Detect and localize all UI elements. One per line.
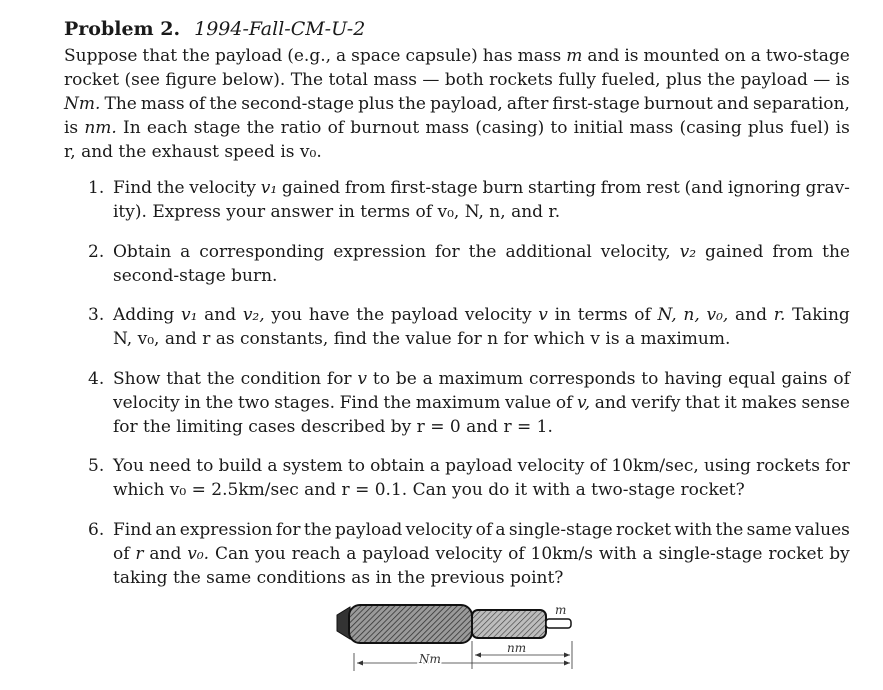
text-span: r. (773, 305, 786, 325)
text-span: value (505, 393, 552, 413)
text-line (113, 303, 850, 327)
item-number: 6. (88, 520, 105, 540)
text-span: Find (113, 520, 153, 540)
text-span: ity). Express your answer in terms of v₀, N, n, and r. (113, 202, 561, 222)
text-span: v₂ (679, 242, 697, 262)
text-span: have (308, 305, 350, 325)
text-span: a (180, 242, 191, 262)
text-span: the (303, 520, 332, 540)
item-text (113, 303, 850, 351)
list-item-3 (88, 303, 850, 351)
text-span: ratio (280, 118, 322, 138)
text-span: taking the same conditions as in the previous point? (113, 568, 564, 588)
list-item-6 (88, 518, 850, 590)
text-line (113, 264, 850, 288)
text-span: r, and the exhaust speed is v₀. (64, 142, 322, 162)
text-span: that (166, 369, 201, 389)
text-line (113, 327, 850, 351)
text-span: by (829, 544, 850, 564)
text-span: a (642, 544, 653, 564)
text-span: gained (281, 178, 341, 198)
text-span: on (724, 46, 746, 66)
text-span: fueled, (601, 70, 661, 90)
text-span: of (113, 544, 130, 564)
item-text (113, 518, 850, 590)
text-span: grav- (805, 178, 850, 198)
text-span: a (336, 46, 347, 66)
text-span: (e.g., (287, 46, 332, 66)
text-span: from (344, 178, 386, 198)
text-span: and (149, 544, 182, 564)
text-span: mass (425, 118, 470, 138)
text-span: values (794, 520, 850, 540)
text-span: from (600, 178, 642, 198)
text-span: total (328, 70, 368, 90)
text-span: that (685, 393, 720, 413)
list-item-4 (88, 367, 850, 439)
text-span: v₀. (187, 544, 210, 564)
text-span: 10km/s (530, 544, 594, 564)
text-span: N, (657, 305, 677, 325)
text-span: and (204, 305, 237, 325)
text-span: each (146, 118, 188, 138)
text-span: the (822, 242, 850, 262)
text-span: first-stage (390, 178, 478, 198)
text-span: m (566, 46, 583, 66)
text-span: plus (358, 94, 395, 114)
text-span: a (429, 456, 440, 476)
text-span: separation, (752, 94, 850, 114)
text-span: The (104, 94, 137, 114)
text-span: is (64, 118, 79, 138)
text-span: to (372, 369, 390, 389)
text-span: stages. (274, 393, 335, 413)
text-span: to (347, 456, 365, 476)
payload-label: m (555, 603, 567, 617)
text-span: (and (684, 178, 724, 198)
text-span: the (715, 520, 744, 540)
text-span: same (746, 520, 792, 540)
text-line (64, 140, 850, 164)
text-span: v (357, 369, 368, 389)
text-span: is (624, 46, 639, 66)
text-span: you (271, 305, 303, 325)
text-span: a (495, 520, 506, 540)
text-span: a (422, 369, 433, 389)
text-span: the (356, 305, 385, 325)
text-span: Suppose (64, 46, 138, 66)
text-span: a (267, 456, 278, 476)
text-span: mass (629, 118, 674, 138)
text-span: burnout (350, 118, 420, 138)
text-span: has (482, 46, 513, 66)
text-span: rest (646, 178, 680, 198)
text-span: for (825, 456, 850, 476)
text-span: maximum (415, 393, 501, 413)
text-span: a (346, 544, 357, 564)
text-span: rocket (64, 70, 120, 90)
text-span: payload (390, 305, 459, 325)
text-span: verify (631, 393, 681, 413)
item-number: 3. (88, 305, 105, 325)
text-span: velocity (189, 178, 257, 198)
text-line (64, 44, 850, 68)
text-span: gains (781, 369, 828, 389)
text-span: is (835, 70, 850, 90)
item-number: 4. (88, 369, 105, 389)
text-span: burnout (643, 94, 713, 114)
text-span: In (123, 118, 141, 138)
text-span: condition (240, 369, 322, 389)
text-span: velocity (517, 456, 585, 476)
item-text (113, 240, 850, 288)
text-span: the (206, 369, 235, 389)
item-number: 5. (88, 456, 105, 476)
text-span: of (188, 94, 206, 114)
text-span: that (142, 46, 178, 66)
item-number: 2. (88, 242, 105, 262)
label-Nm: Nm (419, 652, 441, 666)
text-span: burn (482, 178, 524, 198)
text-span: Adding (113, 305, 175, 325)
list-item-5 (88, 454, 850, 502)
problem-id: 1994-Fall-CM-U-2 (194, 18, 366, 40)
text-span: is (835, 118, 850, 138)
problem-heading (64, 17, 365, 41)
text-span: capsule) (405, 46, 478, 66)
text-span: and (716, 94, 749, 114)
text-span: expression (179, 520, 273, 540)
list-item-1 (88, 176, 850, 224)
text-span: for (435, 242, 460, 262)
text-span: which v₀ = 2.5km/sec and r = 0.1. Can you do it with a two-stage rocket? (113, 480, 745, 500)
text-span: system (282, 456, 343, 476)
text-span: after (506, 94, 549, 114)
text-span: in (554, 305, 571, 325)
text-span: Can (214, 544, 250, 564)
text-span: and (587, 46, 620, 66)
text-span: rockets (489, 70, 553, 90)
text-span: of (555, 393, 573, 413)
text-span: maximum (438, 369, 524, 389)
text-span: Find (113, 178, 153, 198)
text-span: starting (528, 178, 596, 198)
text-span: plus (665, 70, 702, 90)
text-span: payload (214, 46, 283, 66)
item-text (113, 454, 850, 502)
second-stage-body (472, 610, 546, 638)
text-span: velocity (464, 305, 532, 325)
text-span: of (508, 544, 525, 564)
text-span: velocity (405, 520, 473, 540)
text-span: from (772, 242, 814, 262)
text-span: the (246, 118, 275, 138)
text-span: to (550, 118, 568, 138)
item-text (113, 176, 850, 224)
text-span: need (149, 456, 192, 476)
text-span: reach (291, 544, 341, 564)
text-span: You (113, 456, 144, 476)
text-span: n, (683, 305, 700, 325)
text-span: to (196, 456, 214, 476)
text-span: the (209, 94, 238, 114)
text-span: build (218, 456, 263, 476)
text-span: having (664, 369, 723, 389)
problem-statement (64, 44, 850, 164)
text-span: fully (558, 70, 597, 90)
text-span: velocity (435, 544, 503, 564)
text-span: Nm. (64, 94, 101, 114)
text-span: of (833, 369, 850, 389)
text-span: two (237, 393, 270, 413)
text-span: figure (165, 70, 217, 90)
text-span: — (813, 70, 831, 90)
text-span: for (275, 520, 301, 540)
text-span: expression (333, 242, 427, 262)
text-line (64, 116, 850, 140)
text-span: additional (505, 242, 592, 262)
text-span: rocket (768, 544, 824, 564)
text-span: the (182, 46, 210, 66)
text-line (113, 566, 850, 590)
text-span: an (155, 520, 177, 540)
text-span: nm. (84, 118, 117, 138)
text-span: both (444, 70, 484, 90)
text-span: mounted (643, 46, 720, 66)
text-span: the (156, 178, 185, 198)
text-span: mass (373, 70, 418, 90)
text-line (113, 240, 850, 264)
text-span: corresponds (528, 369, 636, 389)
text-span: of (634, 305, 651, 325)
text-line (113, 478, 850, 502)
text-span: below). (222, 70, 286, 90)
text-span: single-stage (658, 544, 763, 564)
list-item-2 (88, 240, 850, 288)
text-span: it (724, 393, 737, 413)
item-text (113, 367, 850, 439)
text-line (113, 415, 850, 439)
text-span: velocity (113, 393, 180, 413)
text-span: Show (113, 369, 161, 389)
item-number: 1. (88, 178, 105, 198)
text-span: 10km/sec, (611, 456, 699, 476)
text-span: second-stage (241, 94, 354, 114)
first-stage-body (349, 605, 472, 643)
rocket-figure (335, 603, 580, 679)
text-span: a (750, 46, 761, 66)
text-span: (casing (679, 118, 742, 138)
text-span: of (475, 520, 493, 540)
text-line (113, 518, 850, 542)
text-span: single-stage (508, 520, 613, 540)
text-span: rocket (616, 520, 672, 540)
problem-label: Problem 2. (64, 18, 181, 40)
text-span: first-stage (552, 94, 640, 114)
text-line (64, 92, 850, 116)
text-span: (casing) (475, 118, 545, 138)
text-span: you (254, 544, 286, 564)
text-span: payload (334, 520, 403, 540)
text-span: of (327, 118, 345, 138)
text-span: in (184, 393, 201, 413)
text-span: rockets (756, 456, 820, 476)
text-span: space (351, 46, 401, 66)
text-span: payload (445, 456, 513, 476)
text-span: be (395, 369, 417, 389)
text-span: stage (193, 118, 241, 138)
text-span: mass (517, 46, 562, 66)
payload-shape (546, 619, 571, 628)
text-span: two-stage (765, 46, 850, 66)
text-span: (see (124, 70, 160, 90)
text-span: v (538, 305, 548, 325)
text-span: ignoring (727, 178, 801, 198)
text-span: the (468, 242, 497, 262)
text-span: to (641, 369, 659, 389)
text-span: — (422, 70, 440, 90)
text-span: using (704, 456, 751, 476)
text-span: r (135, 544, 144, 564)
text-span: the (707, 70, 736, 90)
text-span: The (290, 70, 324, 90)
text-span: of (589, 456, 607, 476)
text-span: for the limiting cases described by r = 0 and r = 1. (113, 417, 553, 437)
text-span: payload, (430, 94, 503, 114)
text-span: equal (728, 369, 776, 389)
text-span: the (205, 393, 234, 413)
text-line (64, 68, 850, 92)
text-span: velocity, (600, 242, 671, 262)
text-span: terms (577, 305, 628, 325)
text-span: v₂, (242, 305, 265, 325)
text-span: initial (573, 118, 624, 138)
text-span: and (594, 393, 627, 413)
text-line (113, 367, 850, 391)
text-span: mass (140, 94, 185, 114)
text-span: v₁ (260, 178, 278, 198)
text-span: v₀, (706, 305, 729, 325)
text-span: with (674, 520, 713, 540)
text-span: gained (705, 242, 764, 262)
text-line (113, 200, 850, 224)
text-line (113, 391, 850, 415)
text-span: v₁ (181, 305, 198, 325)
text-line (113, 542, 850, 566)
text-span: and (735, 305, 767, 325)
text-span: corresponding (199, 242, 325, 262)
text-span: Taking (792, 305, 850, 325)
label-nm: nm (507, 641, 527, 655)
text-line (113, 176, 850, 200)
text-span: v, (577, 393, 591, 413)
text-span: second-stage burn. (113, 266, 278, 286)
text-span: Find (339, 393, 379, 413)
text-span: makes (741, 393, 797, 413)
text-span: payload (362, 544, 430, 564)
text-span: with (598, 544, 637, 564)
text-span: sense (801, 393, 850, 413)
text-span: the (383, 393, 412, 413)
text-span: for (326, 369, 352, 389)
text-line (113, 454, 850, 478)
text-span: plus (747, 118, 784, 138)
rocket-diagram (335, 603, 580, 675)
text-span: N, v₀, and r as constants, find the value for n for which v is a maximum. (113, 329, 731, 349)
text-span: Obtain (113, 242, 172, 262)
text-span: the (398, 94, 426, 114)
text-span: obtain (370, 456, 425, 476)
text-span: payload (740, 70, 808, 90)
text-span: fuel) (790, 118, 830, 138)
